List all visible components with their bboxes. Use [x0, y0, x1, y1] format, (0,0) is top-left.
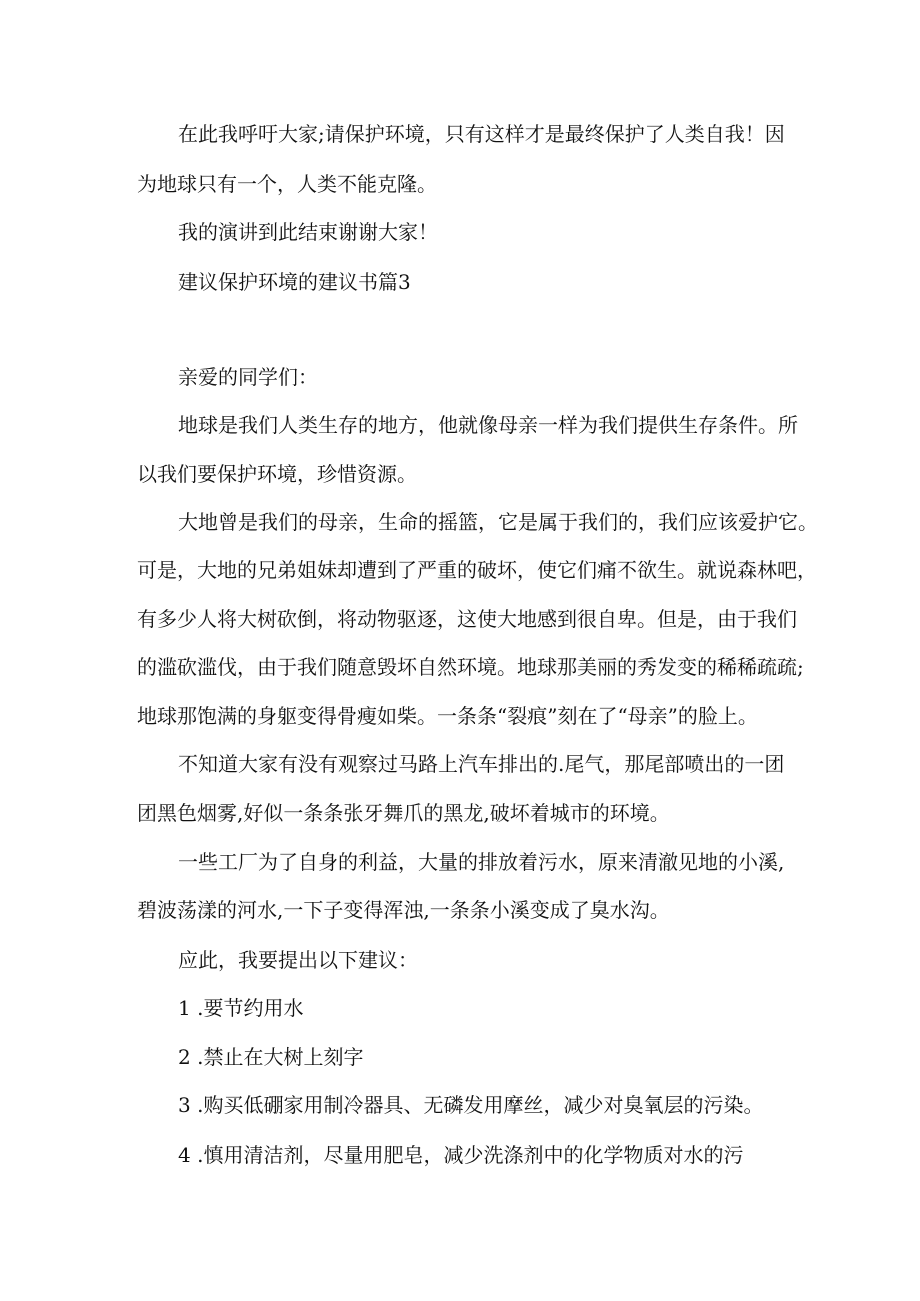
text-line-7: 以我们要保护环境，珍惜资源。 — [137, 462, 417, 486]
text-line-6: 地球是我们人类生存的地方，他就像母亲一样为我们提供生存条件。所 — [178, 413, 798, 437]
text-line-9: 可是，大地的兄弟姐妹却遭到了严重的破坏，使它们痛不欲生。就说森林吧， — [137, 558, 817, 582]
list-item-4: 4 .慎用清洁剂，尽量用肥皂，减少洗涤剂中的化学物质对水的污 — [178, 1143, 744, 1167]
text-line-12: 地球那饱满的身躯变得骨瘦如柴。一条条“裂痕”刻在了“母亲”的脸上。 — [137, 704, 758, 728]
text-line-16: 碧波荡漾的河水,一下子变得浑浊,一条条小溪变成了臭水沟。 — [137, 898, 670, 922]
text-line-1: 在此我呼吁大家;请保护环境，只有这样才是最终保护了人类自我！因 — [178, 122, 785, 146]
text-line-8: 大地曾是我们的母亲，生命的摇篮，它是属于我们的，我们应该爱护它。 — [178, 510, 818, 534]
list-item-2: 2 .禁止在大树上刻字 — [178, 1045, 364, 1069]
text-line-10: 有多少人将大树砍倒，将动物驱逐，这使大地感到很自卑。但是，由于我们 — [137, 607, 797, 631]
text-line-15: 一些工厂为了自身的利益，大量的排放着污水，原来清澈见地的小溪, — [178, 850, 785, 874]
text-line-14: 团黑色烟雾,好似一条条张牙舞爪的黑龙,破坏着城市的环境。 — [137, 801, 670, 825]
text-line-17: 应此，我要提出以下建议： — [178, 948, 418, 972]
text-line-2: 为地球只有一个，人类不能克隆。 — [137, 172, 437, 196]
section-heading: 建议保护环境的建议书篇3 — [178, 270, 411, 294]
list-item-1: 1 .要节约用水 — [178, 996, 304, 1020]
text-line-11: 的滥砍滥伐，由于我们随意毁坏自然环境。地球那美丽的秀发变的稀稀疏疏; — [137, 655, 804, 679]
text-line-13: 不知道大家有没有观察过马路上汽车排出的.尾气，那尾部喷出的一团 — [178, 752, 785, 776]
salutation: 亲爱的同学们： — [178, 365, 318, 389]
text-line-3: 我的演讲到此结束谢谢大家！ — [178, 220, 438, 244]
list-item-3: 3 .购买低硼家用制冷器具、无磷发用摩丝，减少对臭氧层的污染。 — [178, 1093, 764, 1117]
